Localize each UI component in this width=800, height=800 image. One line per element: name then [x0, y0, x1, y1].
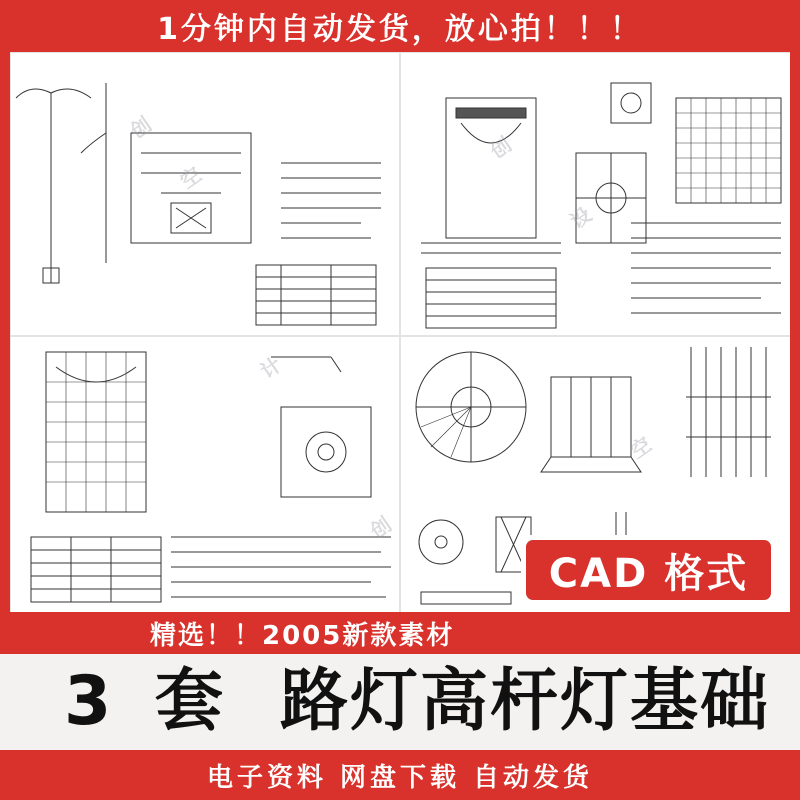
watermark-text: 创: [485, 132, 516, 164]
drawing-sheet-foundation-section: [400, 52, 790, 336]
drawing-sheet-lamp-pole: [10, 52, 400, 336]
lamp-pole-drawing: [11, 53, 399, 335]
cad-format-label: CAD 格式: [526, 540, 771, 600]
mid-banner-text: 精选！！2005新款素材: [150, 620, 455, 651]
cad-drawings-collage: [10, 52, 790, 612]
title-product-name: 路灯高杆灯基础: [280, 662, 771, 741]
mid-banner: [0, 612, 800, 654]
top-banner-text: 1分钟内自动发货，放心拍！！！: [157, 12, 643, 47]
watermark-text: 计: [255, 352, 286, 384]
watermark-text: 设: [565, 202, 596, 234]
watermark-text: 空: [175, 162, 206, 194]
foundation-section-drawing: [401, 53, 790, 335]
watermark-text: 创: [125, 112, 156, 144]
bottom-banner: [0, 750, 800, 800]
drawing-sheet-rebar-cage: [10, 336, 400, 612]
watermark-text: 创: [365, 512, 396, 544]
watermark-text: 空: [625, 432, 656, 464]
rebar-cage-drawing: [11, 337, 399, 612]
cad-format-badge: [521, 535, 776, 605]
top-banner: [0, 0, 800, 52]
title-set-count: 3 套: [64, 662, 233, 741]
bottom-banner-text: 电子资料 网盘下载 自动发货: [206, 762, 594, 793]
